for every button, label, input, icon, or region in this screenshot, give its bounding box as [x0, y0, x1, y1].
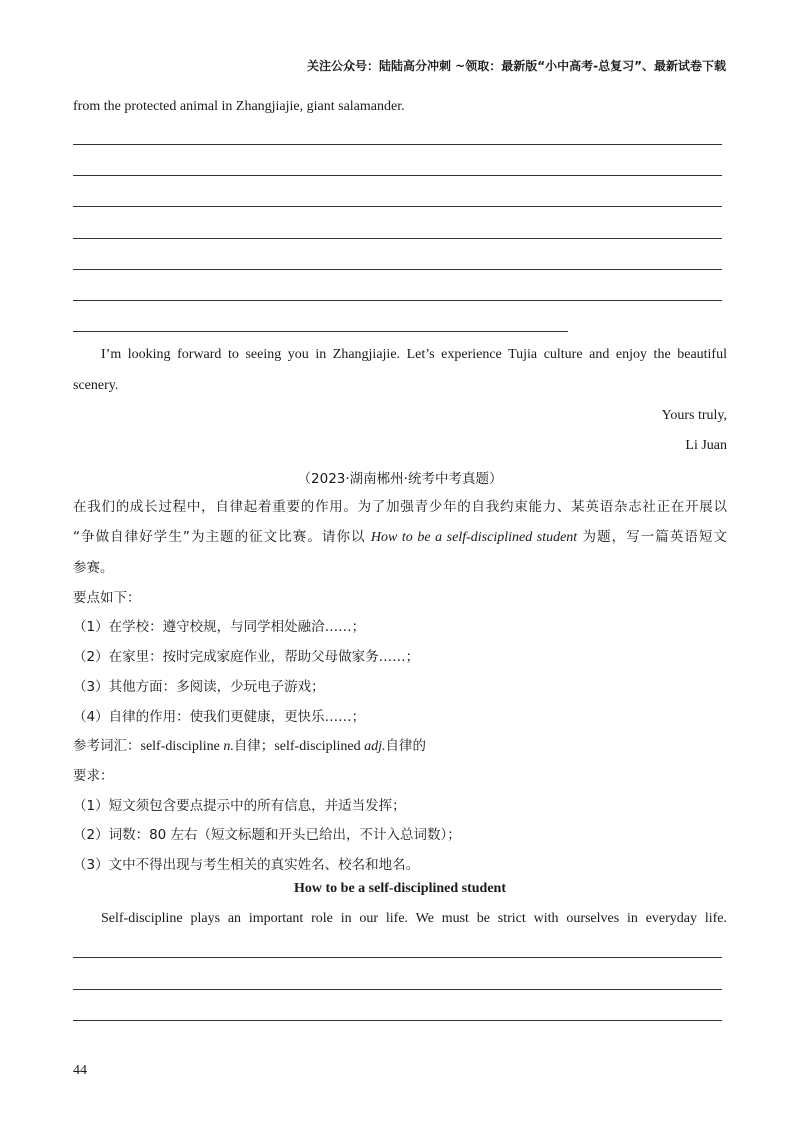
prompt-line [73, 525, 727, 546]
point-item: （1）在学校：遵守校规，与同学相处融洽……； [73, 619, 366, 635]
prompt-text: 为题，写一篇英语短文 [577, 529, 728, 545]
page-number: 44 [73, 1063, 87, 1078]
point-item: （4）自律的作用：使我们更健康，更快乐……； [73, 709, 366, 725]
answer-line [73, 957, 722, 958]
answer-line [73, 144, 722, 145]
essay-title: How to be a self-disciplined student [294, 881, 506, 896]
vocab-label: 参考词汇： [73, 738, 141, 754]
answer-line [73, 331, 568, 332]
answer-line [73, 175, 722, 176]
answer-line [73, 238, 722, 239]
answer-line [73, 300, 722, 301]
vocab-word: self-discipline [140, 739, 224, 754]
vocab-word: self-disciplined [274, 739, 365, 754]
point-item: （2）在家里：按时完成家庭作业，帮助父母做家务……； [73, 649, 420, 665]
requirements-heading: 要求： [73, 768, 114, 784]
essay-opening: Self-discipline plays an important role in our life. We must be strict with ourselves in everyday life. [101, 911, 727, 926]
answer-line [73, 206, 722, 207]
points-heading: 要点如下： [73, 590, 141, 606]
question-source: （2023·湖南郴州·统考中考真题） [297, 471, 503, 487]
answer-line [73, 989, 722, 990]
vocab-pos: adj. [364, 739, 386, 754]
letter-signoff: Yours truly, [661, 408, 727, 423]
vocab-pos: n. [223, 739, 234, 754]
continued-text: from the protected animal in Zhangjiajie, giant salamander. [73, 99, 405, 114]
requirement-item: （2）词数：80 左右（短文标题和开头已给出，不计入总词数）； [73, 827, 461, 843]
vocab-line [73, 734, 426, 755]
prompt-text: “争做自律好学生”为主题的征文比赛。请你以 [73, 529, 371, 545]
requirement-item: （1）短文须包含要点提示中的所有信息，并适当发挥； [73, 798, 406, 814]
closing-paragraph-line: scenery. [73, 378, 119, 393]
vocab-definition: 自律； [233, 738, 275, 754]
page-header: 关注公众号：陆陆高分冲刺 ~领取：最新版“小中高考-总复习”、最新试卷下载 [307, 59, 726, 73]
closing-paragraph-line: I’m looking forward to seeing you in Zhangjiajie. Let’s experience Tujia culture and enjoy the beautiful [101, 347, 727, 362]
prompt-line: 参赛。 [73, 560, 114, 576]
requirement-item: （3）文中不得出现与考生相关的真实姓名、校名和地名。 [73, 857, 420, 873]
letter-signature: Li Juan [685, 438, 727, 453]
answer-line [73, 269, 722, 270]
answer-line [73, 1020, 722, 1021]
prompt-essay-title: How to be a self-disciplined student [370, 530, 578, 545]
prompt-line: 在我们的成长过程中，自律起着重要的作用。为了加强青少年的自我约束能力、某英语杂志社正在开展以 [73, 499, 727, 515]
vocab-definition: 自律的 [385, 738, 427, 754]
point-item: （3）其他方面：多阅读，少玩电子游戏； [73, 679, 325, 695]
